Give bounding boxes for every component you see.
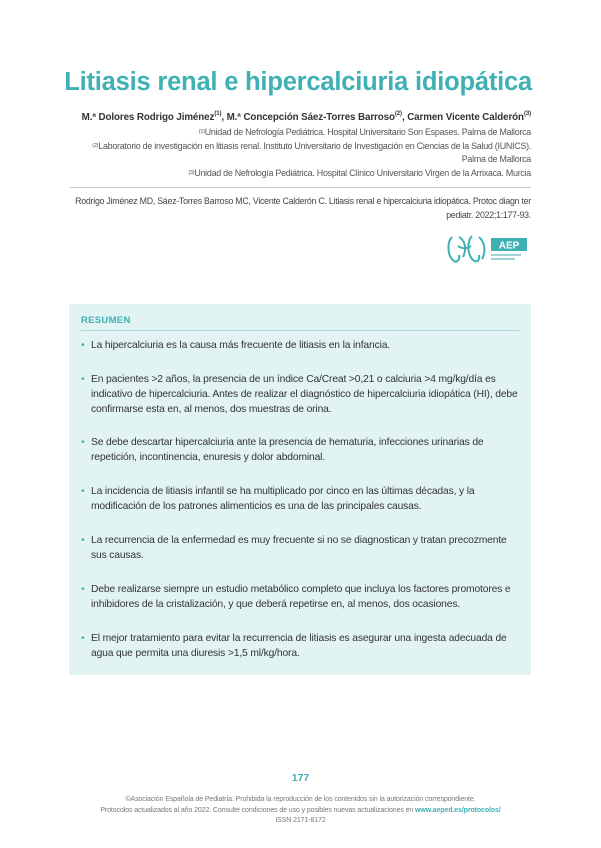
summary-heading: RESUMEN bbox=[81, 315, 131, 326]
list-item bbox=[81, 372, 519, 418]
protocols-link[interactable]: www.aeped.es/protocolos/ bbox=[415, 806, 501, 814]
affiliation-mark: (2) bbox=[92, 142, 99, 149]
affiliation-mark: (2) bbox=[394, 111, 402, 117]
bullet-icon: • bbox=[81, 340, 85, 351]
list-item bbox=[81, 338, 519, 353]
affiliation-text: Unidad de Nefrología Pediátrica. Hospital Universitario Son Espases. Palma de Mallorca bbox=[204, 127, 531, 137]
citation: Rodrigo Jiménez MD, Sáez-Torres Barroso MC, Vicente Calderón C. Litiasis renal e hipercalciuria idiopática. Protoc diagn ter pediatr. 2022;1:177-93. bbox=[75, 196, 531, 220]
footer bbox=[0, 795, 601, 827]
list-item bbox=[81, 631, 519, 661]
affiliation bbox=[91, 140, 531, 167]
issn: ISSN 2171-8172 bbox=[275, 817, 326, 824]
list-item bbox=[81, 533, 519, 563]
header-divider bbox=[70, 187, 531, 188]
author-separator: , bbox=[221, 112, 227, 123]
list-item-text: El mejor tratamiento para evitar la recurrencia de litiasis es asegurar una ingesta adecuada de agua que permita una diuresis >1,5 ml/kg/hora. bbox=[91, 633, 507, 660]
bullet-icon: • bbox=[81, 437, 85, 448]
author-separator: , bbox=[401, 112, 408, 123]
list-item bbox=[81, 582, 519, 612]
copyright-line: ©Asociación Española de Pediatría. Prohibida la reproducción de los contenidos sin la autorización correspondiente. bbox=[125, 796, 476, 803]
author-name: Carmen Vicente Calderón bbox=[407, 112, 524, 123]
summary-divider bbox=[81, 330, 519, 331]
affiliation-list bbox=[91, 126, 531, 181]
author-name: M.ª Concepción Sáez-Torres Barroso bbox=[226, 112, 395, 123]
list-item-text: Debe realizarse siempre un estudio metabólico completo que incluya los factores promotores e inhibidores de la cristalización, y que deberá repetirse en, al menos, dos ocasiones. bbox=[91, 584, 511, 611]
affiliation-mark: (3) bbox=[188, 170, 195, 177]
affiliation bbox=[91, 126, 531, 140]
bullet-icon: • bbox=[81, 486, 85, 497]
update-text: Protocolos actualizados al año 2022. Consulte condiciones de uso y posibles nuevas actualizaciones en bbox=[100, 806, 416, 814]
affiliation-mark: (1) bbox=[214, 111, 222, 117]
bullet-icon: • bbox=[81, 374, 85, 385]
affiliation-mark: (1) bbox=[198, 129, 205, 135]
logo-wordmark: AEP bbox=[498, 240, 520, 252]
summary-box bbox=[69, 304, 531, 675]
list-item-text: La hipercalciuria es la causa más frecuente de litiasis en la infancia. bbox=[91, 340, 390, 351]
affiliation-text: Laboratorio de investigación en litiasis renal. Instituto Universitario de Investigación en Ciencias de la Salud (IUNICS). Palma de Mallorca bbox=[98, 140, 531, 165]
author-name: M.ª Dolores Rodrigo Jiménez bbox=[81, 112, 215, 123]
bullet-icon: • bbox=[81, 633, 85, 644]
aenp-logo-icon bbox=[446, 232, 532, 266]
page-title: Litiasis renal e hipercalciuria idiopática bbox=[64, 68, 532, 96]
list-item-text: Se debe descartar hipercalciuria ante la presencia de hematuria, infecciones urinarias de repetición, incontinencia, enuresis y dolor abdominal. bbox=[91, 437, 484, 464]
bullet-icon: • bbox=[81, 535, 85, 546]
list-item bbox=[81, 435, 519, 465]
affiliation-text: Unidad de Nefrología Pediátrica. Hospital Clínico Universitario Virgen de la Arrixaca. Murcia bbox=[194, 168, 531, 179]
affiliation-mark: (3) bbox=[523, 111, 531, 117]
list-item-text: La recurrencia de la enfermedad es muy frecuente si no se diagnostican y tratan precozmente sus causas. bbox=[91, 535, 507, 562]
page-number: 177 bbox=[291, 772, 310, 784]
bullet-icon: • bbox=[81, 584, 85, 595]
author-list bbox=[82, 112, 531, 123]
affiliation bbox=[91, 167, 531, 181]
list-item bbox=[81, 484, 519, 514]
list-item-text: En pacientes >2 años, la presencia de un índice Ca/Creat >0,21 o calciuria >4 mg/kg/día es indicativo de hipercalciuria. Antes de realizar el diagnóstico de hipercalciuria idiopática (HI), debe confirmarse esta en, al menos, dos muestras de orina. bbox=[91, 374, 518, 416]
list-item-text: La incidencia de litiasis infantil se ha multiplicado por cinco en las últimas décadas, y la modificación de los patrones alimenticios es una de las principales causas. bbox=[91, 486, 475, 513]
update-line bbox=[0, 806, 601, 817]
